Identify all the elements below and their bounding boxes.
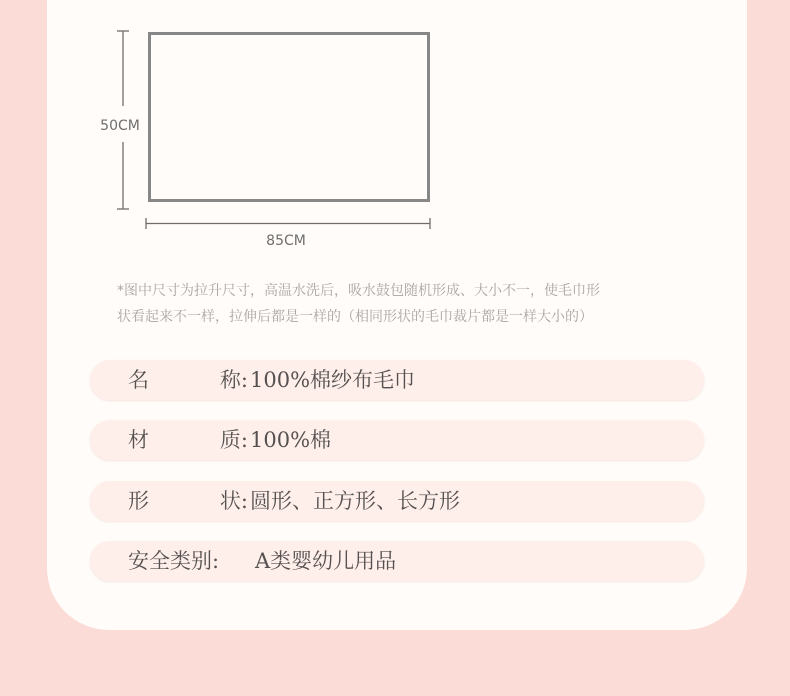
spec-label: 安全类别: (128, 549, 220, 573)
spec-label: 材 质: (128, 428, 248, 452)
width-dimension (146, 218, 430, 229)
spec-value: 100%棉纱布毛巾 (250, 368, 416, 392)
height-label: 50CM (100, 118, 140, 134)
spec-value: 100%棉 (250, 428, 332, 452)
spec-row-name (90, 360, 704, 400)
spec-value: 圆形、正方形、长方形 (250, 489, 460, 513)
spec-row-safety (90, 541, 704, 581)
spec-row-shape (90, 481, 704, 521)
spec-label: 名 称: (128, 368, 248, 392)
note-line-1: *图中尺寸为拉升尺寸，高温水洗后，吸水鼓包随机形成、大小不一，使毛巾形 (117, 283, 600, 299)
towel-outline (150, 34, 429, 201)
spec-value: A类婴幼儿用品 (255, 549, 397, 573)
spec-label: 形 状: (128, 489, 248, 513)
width-label: 85CM (266, 233, 306, 249)
note-line-2: 状看起来不一样，拉伸后都是一样的（相同形状的毛巾裁片都是一样大小的） (117, 309, 593, 325)
size-diagram (0, 0, 790, 260)
spec-row-material (90, 420, 704, 460)
